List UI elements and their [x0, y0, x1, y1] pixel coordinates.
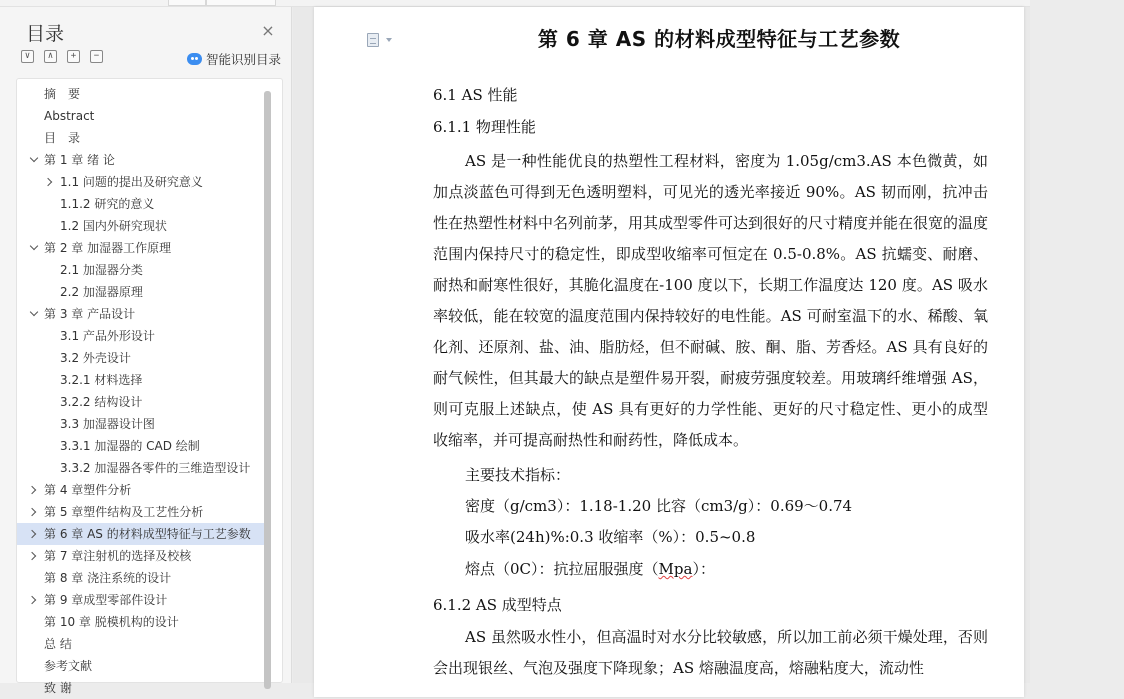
toc-item[interactable] [17, 83, 265, 105]
toc-list [17, 83, 265, 699]
toc-item-label: 3.2 外壳设计 [60, 351, 131, 365]
spec-line: 吸水率(24h)%:0.3 收缩率（%）：0.5~0.8 [465, 528, 756, 546]
toc-item-label: 第 2 章 加湿器工作原理 [44, 241, 172, 255]
toc-item-label: 3.3.2 加湿器各零件的三维造型设计 [60, 461, 251, 475]
document-page [314, 7, 1024, 697]
toc-item[interactable] [17, 237, 265, 259]
toc-item-label: 第 5 章塑件结构及工艺性分析 [44, 505, 204, 519]
toc-item-label: 致 谢 [44, 681, 72, 695]
smart-toc-button[interactable] [187, 50, 281, 68]
chevron-down-icon[interactable] [29, 237, 41, 259]
toc-item[interactable] [17, 193, 265, 215]
chevron-right-icon[interactable] [45, 171, 57, 193]
body-paragraph: AS 是一种性能优良的热塑性工程材料，密度为 1.05g/cm3.AS 本色微黄，如加点淡蓝色可得到无色透明塑料，可见光的透光率接近 90%。AS 韧而刚，抗冲击性在热塑性材料中名列前茅，用其成型零件可达到很好的尺寸精度并能在很宽的温度范围内保持尺寸的稳定性，即成型收缩率可恒定在 0.5-0.8%。AS 抗蠕变、耐磨、耐热和耐寒性很好，其脆化温度在-100 度以下，长期工作温度达 120 度。AS 吸水率较低，能在较宽的温度范围内保持较好的电性能。AS 可耐室温下的水、稀酸、氧化剂、还原剂、盐、油、脂肪烃，但不耐碱、胺、酮、脂、芳香烃。AS 具有良好的耐气候性，但其最大的缺点是塑件易开裂，耐疲劳强度较差。用玻璃纤维增强 AS，则可克服上述缺点，使 AS 具有更好的力学性能、更好的尺寸稳定性、更小的成型收缩率，并可提高耐热性和耐药性，降低成本。 [433, 152, 989, 449]
toc-item-label: 2.1 加湿器分类 [60, 263, 143, 277]
section-heading: 6.1 AS 性能 [433, 86, 518, 104]
toc-item[interactable] [17, 435, 265, 457]
toc-item[interactable] [17, 259, 265, 281]
toc-item[interactable] [17, 149, 265, 171]
toc-item-label: 第 10 章 脱模机构的设计 [44, 615, 179, 629]
spellcheck-word[interactable]: Mpa [658, 560, 693, 578]
tab-fragment[interactable] [206, 0, 276, 6]
toc-scrollbar[interactable] [264, 91, 271, 689]
chevron-right-icon[interactable] [29, 479, 41, 501]
toc-item[interactable] [17, 171, 265, 193]
spec-heading: 主要技术指标： [465, 466, 571, 484]
toc-item[interactable] [17, 655, 265, 677]
toc-item-label: 1.1.2 研究的意义 [60, 197, 155, 211]
spec-text: 熔点（0C）：抗拉屈服强度（ [465, 560, 659, 578]
toc-item[interactable] [17, 589, 265, 611]
toc-item-label: 第 7 章注射机的选择及校核 [44, 549, 192, 563]
toc-item-label: 第 6 章 AS 的材料成型特征与工艺参数 [44, 527, 251, 541]
toc-item-label: 摘 要 [44, 87, 81, 101]
expand-all-icon[interactable]: ∨ [21, 50, 34, 63]
chevron-right-icon[interactable] [29, 545, 41, 567]
toc-item-label: 3.1 产品外形设计 [60, 329, 155, 343]
smart-toc-label: 智能识别目录 [206, 52, 282, 67]
spec-text: ）： [692, 560, 715, 578]
toc-item-label: 第 4 章塑件分析 [44, 483, 132, 497]
chevron-down-icon[interactable] [29, 303, 41, 325]
toc-item-label: 第 8 章 浇注系统的设计 [44, 571, 172, 585]
toc-item[interactable] [17, 347, 265, 369]
toc-item-label: 2.2 加湿器原理 [60, 285, 143, 299]
toc-item[interactable] [17, 545, 265, 567]
toc-item[interactable] [17, 611, 265, 633]
subsection-heading: 6.1.1 物理性能 [433, 118, 536, 136]
toc-item-label: 第 3 章 产品设计 [44, 307, 136, 321]
toc-item[interactable] [17, 479, 265, 501]
toc-item-label: 3.2.1 材料选择 [60, 373, 143, 387]
toc-item-label: 参考文献 [44, 659, 93, 673]
toc-item-label: 3.3.1 加湿器的 CAD 绘制 [60, 439, 200, 453]
collapse-all-icon[interactable]: ∧ [44, 50, 57, 63]
subsection-heading: 6.1.2 AS 成型特点 [433, 596, 562, 614]
toc-item[interactable] [17, 369, 265, 391]
remove-heading-icon[interactable]: − [90, 50, 103, 63]
toc-item[interactable] [17, 127, 265, 149]
toc-item[interactable] [17, 413, 265, 435]
spec-line: 密度（g/cm3）：1.18-1.20 比容（cm3/g）：0.69～0.74 [465, 497, 853, 515]
toc-item-label: 1.1 问题的提出及研究意义 [60, 175, 203, 189]
close-icon[interactable]: × [261, 21, 275, 40]
toc-item-label: 1.2 国内外研究现状 [60, 219, 167, 233]
toc-item-label: 第 1 章 绪 论 [44, 153, 115, 167]
ai-assistant-icon [187, 53, 202, 65]
toc-item[interactable] [17, 391, 265, 413]
add-heading-icon[interactable]: + [67, 50, 80, 63]
sidebar-title: 目录 [26, 23, 65, 45]
chevron-right-icon[interactable] [29, 523, 41, 545]
toc-sidebar [0, 7, 292, 695]
chevron-right-icon[interactable] [29, 589, 41, 611]
toc-item[interactable] [17, 303, 265, 325]
toc-item-label: Abstract [44, 109, 95, 123]
toc-toolbar [21, 50, 103, 63]
toc-item-label: 3.2.2 结构设计 [60, 395, 143, 409]
toc-item-label: 目 录 [44, 131, 81, 145]
spec-line [465, 558, 715, 579]
toc-item[interactable] [17, 501, 265, 523]
toc-item[interactable] [17, 281, 265, 303]
toc-item[interactable] [17, 325, 265, 347]
tab-fragment[interactable] [168, 0, 206, 6]
toc-scrollbar-thumb[interactable] [264, 91, 271, 689]
toc-item-label: 3.3 加湿器设计图 [60, 417, 155, 431]
toc-item[interactable] [17, 633, 265, 655]
toc-item-label: 总 结 [44, 637, 72, 651]
body-paragraph: AS 虽然吸水性小，但高温时对水分比较敏感，所以加工前必须干燥处理，否则会出现银丝、气泡及强度下降现象；AS 熔融温度高，熔融粘度大，流动性 [433, 628, 988, 677]
chevron-down-icon[interactable] [29, 149, 41, 171]
top-tab-strip [0, 0, 1030, 7]
toc-item[interactable] [17, 215, 265, 237]
toc-item[interactable] [17, 567, 265, 589]
toc-item[interactable] [17, 457, 265, 479]
toc-item[interactable] [17, 105, 265, 127]
document-area [293, 7, 1030, 683]
chapter-title: 第 6 章 AS 的材料成型特征与工艺参数 [537, 27, 901, 51]
chevron-right-icon[interactable] [29, 501, 41, 523]
toc-item[interactable] [17, 523, 265, 545]
toc-item-label: 第 9 章成型零部件设计 [44, 593, 168, 607]
toc-item[interactable] [17, 677, 265, 699]
toc-panel [16, 78, 283, 695]
